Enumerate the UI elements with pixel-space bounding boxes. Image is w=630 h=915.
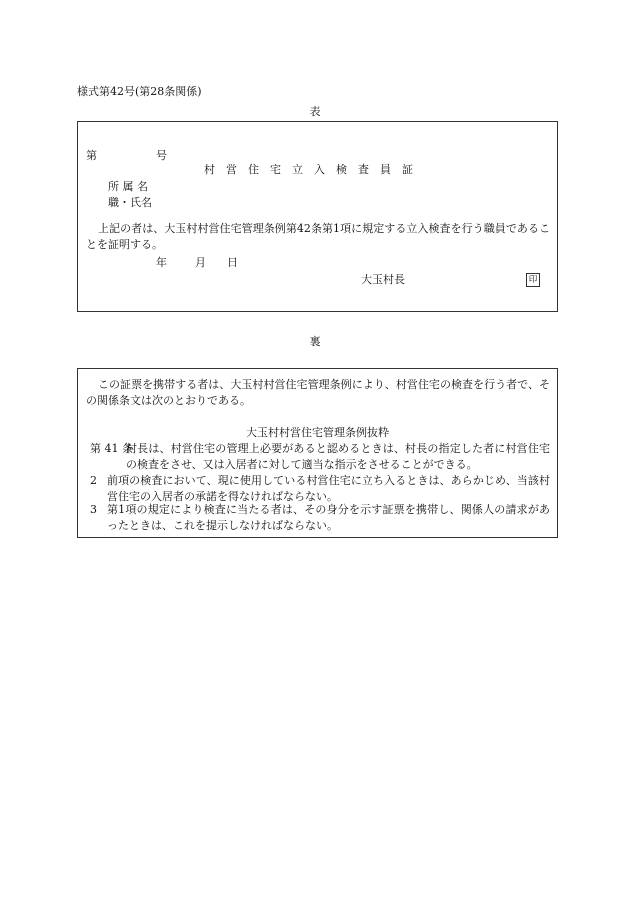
front-side-label: 表 bbox=[309, 105, 321, 118]
seal-mark: 印 bbox=[526, 273, 540, 287]
excerpt-title: 大玉村村営住宅管理条例抜粋 bbox=[246, 426, 389, 439]
clause3-label: 3 bbox=[90, 503, 97, 516]
affiliation-label: 所 属 名 bbox=[108, 180, 148, 193]
certificate-front bbox=[77, 121, 558, 312]
clause3-text: 第1項の規定により検査に当たる者は、その身分を示す証票を携帯し、関係人の請求があったときは、これを提示しなければならない。 bbox=[107, 503, 550, 532]
date-year: 年 bbox=[156, 256, 167, 269]
position-name-label: 職・氏名 bbox=[108, 196, 152, 209]
back-side-label: 裏 bbox=[309, 335, 321, 348]
date-month: 月 bbox=[195, 256, 206, 269]
article-text: 村長は、村営住宅の管理上必要があると認めるときは、村長の指定した者に村営住宅の検査をさせ、又は入居者に対して適当な指示をさせることができる。 bbox=[126, 442, 550, 471]
certificate-back bbox=[77, 368, 558, 538]
certificate-title: 村営住宅立入検査員証 bbox=[204, 163, 424, 176]
issuer-name: 大玉村長 bbox=[361, 273, 405, 286]
clause2-label: 2 bbox=[90, 474, 97, 487]
certification-text: 上記の者は、大玉村村営住宅管理条例第42条第1項に規定する立入検査を行う職員であることを証明する。 bbox=[86, 222, 550, 251]
date-day: 日 bbox=[227, 256, 238, 269]
article-label: 第 41 条 bbox=[90, 442, 133, 455]
number-prefix: 第 bbox=[86, 149, 97, 162]
number-suffix: 号 bbox=[156, 149, 167, 162]
form-number: 様式第42号(第28条関係) bbox=[77, 85, 202, 98]
intro-text: この証票を携帯する者は、大玉村村営住宅管理条例により、村営住宅の検査を行う者で、その関係条文は次のとおりである。 bbox=[86, 378, 550, 407]
clause2-text: 前項の検査において、現に使用している村営住宅に立ち入るときは、あらかじめ、当該村営住宅の入居者の承諾を得なければならない。 bbox=[107, 474, 550, 503]
article-text-frame bbox=[86, 441, 550, 473]
